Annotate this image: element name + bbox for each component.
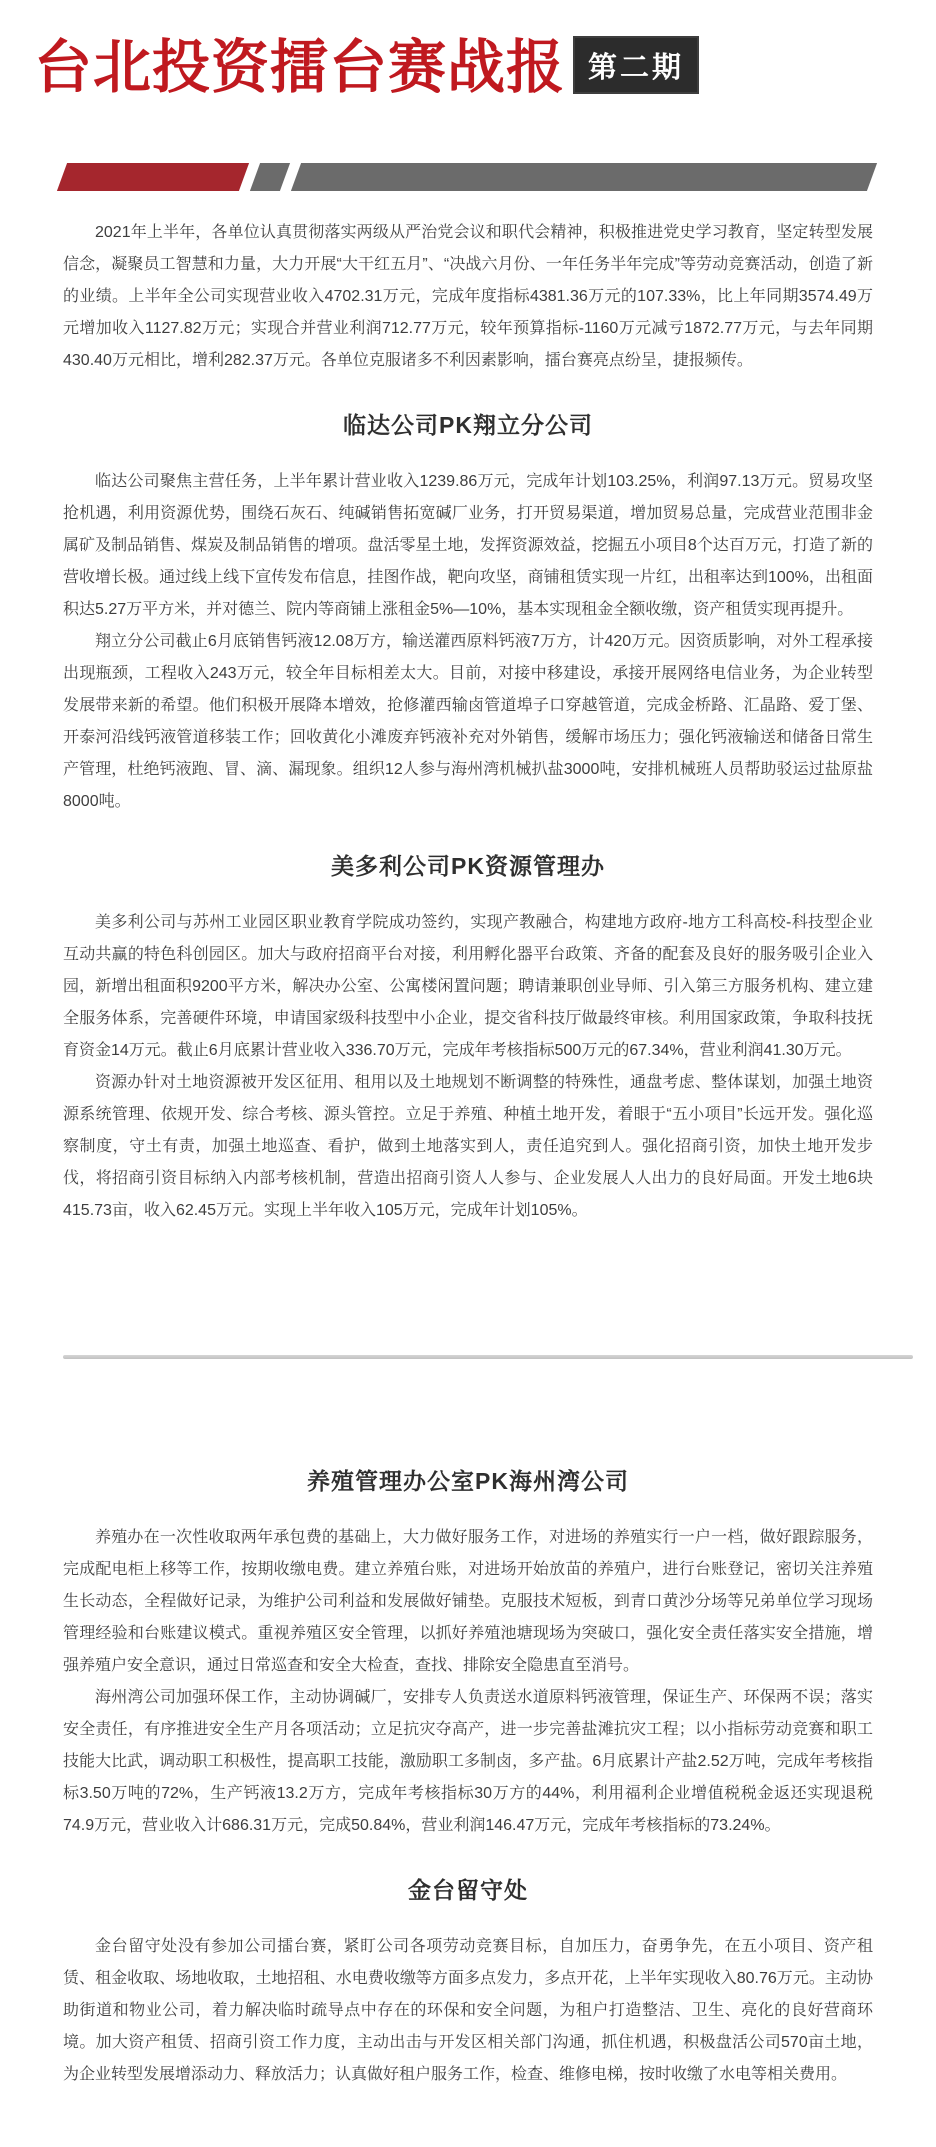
section-paragraph: 美多利公司与苏州工业园区职业教育学院成功签约，实现产教融合，构建地方政府-地方工科高校-科技型企业互动共赢的特色科创园区。加大与政府招商平台对接，利用孵化器平台政策、齐备的配套及良好的服务吸引企业入园，新增出租面积9200平方米，解决办公室、公寓楼闲置问题；聘请兼职创业导师、引入第三方服务机构、建立建全服务体系，完善硬件环境，申请国家级科技型中小企业，提交省科技厅做最终审核。利用国家政策，争取科技抚育资金14万元。截止6月底累计营业收入336.70万元，完成年考核指标500万元的67.34%，营业利润41.30万元。: [63, 914, 873, 1059]
intro-paragraph: 2021年上半年，各单位认真贯彻落实两级从严治党会议和职代会精神，积极推进党史学习教育，坚定转型发展信念，凝聚员工智慧和力量，大力开展“大干红五月”、“决战六月份、一年任务半年完成”等劳动竞赛活动，创造了新的业绩。上半年全公司实现营业收入4702.31万元，完成年度指标4381.36万元的107.33%，比上年同期3574.49万元增加收入1127.82万元；实现合并营业利润712.77万元，较年预算指标-1160万元减亏1872.77万元，与去年同期430.40万元相比，增利282.37万元。各单位克服诸多不利因素影响，擂台赛亮点纷呈，捷报频传。: [63, 224, 873, 369]
section-paragraph: 翔立分公司截止6月底销售钙液12.08万方，输送灌西原料钙液7万方，计420万元。因资质影响，对外工程承接出现瓶颈，工程收入243万元，较全年目标相差太大。目前，对接中移建设，承接开展网络电信业务，为企业转型发展带来新的希望。他们积极开展降本增效，抢修灌西输卤管道埠子口穿越管道，完成金桥路、汇晶路、爱丁堡、开泰河沿线钙液管道移装工作；回收黄化小滩废弃钙液补充对外销售，缓解市场压力；强化钙液输送和储备日常生产管理，杜绝钙液跑、冒、滴、漏现象。组织12人参与海州湾机械扒盐3000吨，安排机械班人员帮助驳运过盐原盐8000吨。: [63, 633, 873, 810]
newsletter-content: [0, 217, 936, 2091]
issue-badge: 第二期: [573, 36, 699, 94]
section-paragraph: 临达公司聚焦主营任务，上半年累计营业收入1239.86万元，完成年计划103.25%，利润97.13万元。贸易攻坚抢机遇，利用资源优势，围绕石灰石、纯碱销售拓宽碱厂业务，打开贸易渠道，增加贸易总量，完成营业范围非金属矿及制品销售、煤炭及制品销售的增项。盘活零星土地，发挥资源效益，挖掘五小项目8个达百万元，打造了新的营收增长极。通过线上线下宣传发布信息，挂图作战，靶向攻坚，商铺租赁实现一片红，出租率达到100%，出租面积达5.27万平方米，并对德兰、院内等商铺上涨租金5%—10%，基本实现租金全额收缴，资产租赁实现再提升。: [63, 473, 873, 618]
masthead: [0, 0, 936, 101]
gray-stripe-small: [250, 163, 290, 191]
section-divider: [63, 1355, 913, 1359]
section-title: 养殖管理办公室PK海州湾公司: [307, 1468, 629, 1494]
decorative-stripes: [62, 163, 936, 191]
section-yangzhi-vs-haizhouwan: [63, 1463, 873, 1842]
gray-stripe-long: [291, 163, 877, 191]
newsletter-title: 台北投资擂台赛战报: [34, 35, 566, 101]
section-title: 金台留守处: [408, 1877, 528, 1903]
section-paragraph: 资源办针对土地资源被开发区征用、租用以及土地规划不断调整的特殊性，通盘考虑、整体谋划，加强土地资源系统管理、依规开发、综合考核、源头管控。立足于养殖、种植土地开发，着眼于“五小项目”长远开发。强化巡察制度，守土有责，加强土地巡查、看护，做到土地落实到人，责任追究到人。强化招商引资，加快土地开发步伐，将招商引资目标纳入内部考核机制，营造出招商引资人人参与、企业发展人人出力的良好局面。开发土地6块415.73亩，收入62.45万元。实现上半年收入105万元，完成年计划105%。: [63, 1074, 873, 1219]
section-jintai: [63, 1872, 873, 2091]
section-title: 美多利公司PK资源管理办: [331, 853, 605, 879]
section-paragraph: 金台留守处没有参加公司擂台赛，紧盯公司各项劳动竞赛目标，自加压力，奋勇争先，在五小项目、资产租赁、租金收取、场地收取，土地招租、水电费收缴等方面多点发力，多点开花，上半年实现收入80.76万元。主动协助街道和物业公司，着力解决临时疏导点中存在的环保和安全问题，为租户打造整洁、卫生、亮化的良好营商环境。加大资产租赁、招商引资工作力度，主动出击与开发区相关部门沟通，抓住机遇，积极盘活公司570亩土地，为企业转型发展增添动力、释放活力；认真做好租户服务工作，检查、维修电梯，按时收缴了水电等相关费用。: [63, 1938, 873, 2083]
section-meiduoli-vs-ziyuan: [63, 848, 873, 1227]
section-title: 临达公司PK翔立分公司: [343, 412, 593, 438]
section-paragraph: 养殖办在一次性收取两年承包费的基础上，大力做好服务工作，对进场的养殖实行一户一档，做好跟踪服务，完成配电柜上移等工作，按期收缴电费。建立养殖台账，对进场开始放苗的养殖户，进行台账登记，密切关注养殖生长动态，全程做好记录，为维护公司利益和发展做好铺垫。克服技术短板，到青口黄沙分场等兄弟单位学习现场管理经验和台账建议模式。重视养殖区安全管理，以抓好养殖池塘现场为突破口，强化安全责任落实安全措施，增强养殖户安全意识，通过日常巡查和安全大检查，查找、排除安全隐患直至消号。: [63, 1529, 873, 1674]
red-stripe: [57, 163, 249, 191]
section-linda-vs-xiangli: [63, 407, 873, 818]
section-paragraph: 海州湾公司加强环保工作，主动协调碱厂，安排专人负责送水道原料钙液管理，保证生产、环保两不误；落实安全责任，有序推进安全生产月各项活动；立足抗灾夺高产，进一步完善盐滩抗灾工程；以小指标劳动竞赛和职工技能大比武，调动职工积极性，提高职工技能，激励职工多制卤，多产盐。6月底累计产盐2.52万吨，完成年考核指标3.50万吨的72%，生产钙液13.2万方，完成年考核指标30万方的44%，利用福利企业增值税税金返还实现退税74.9万元，营业收入计686.31万元，完成50.84%，营业利润146.47万元，完成年考核指标的73.24%。: [63, 1689, 873, 1834]
